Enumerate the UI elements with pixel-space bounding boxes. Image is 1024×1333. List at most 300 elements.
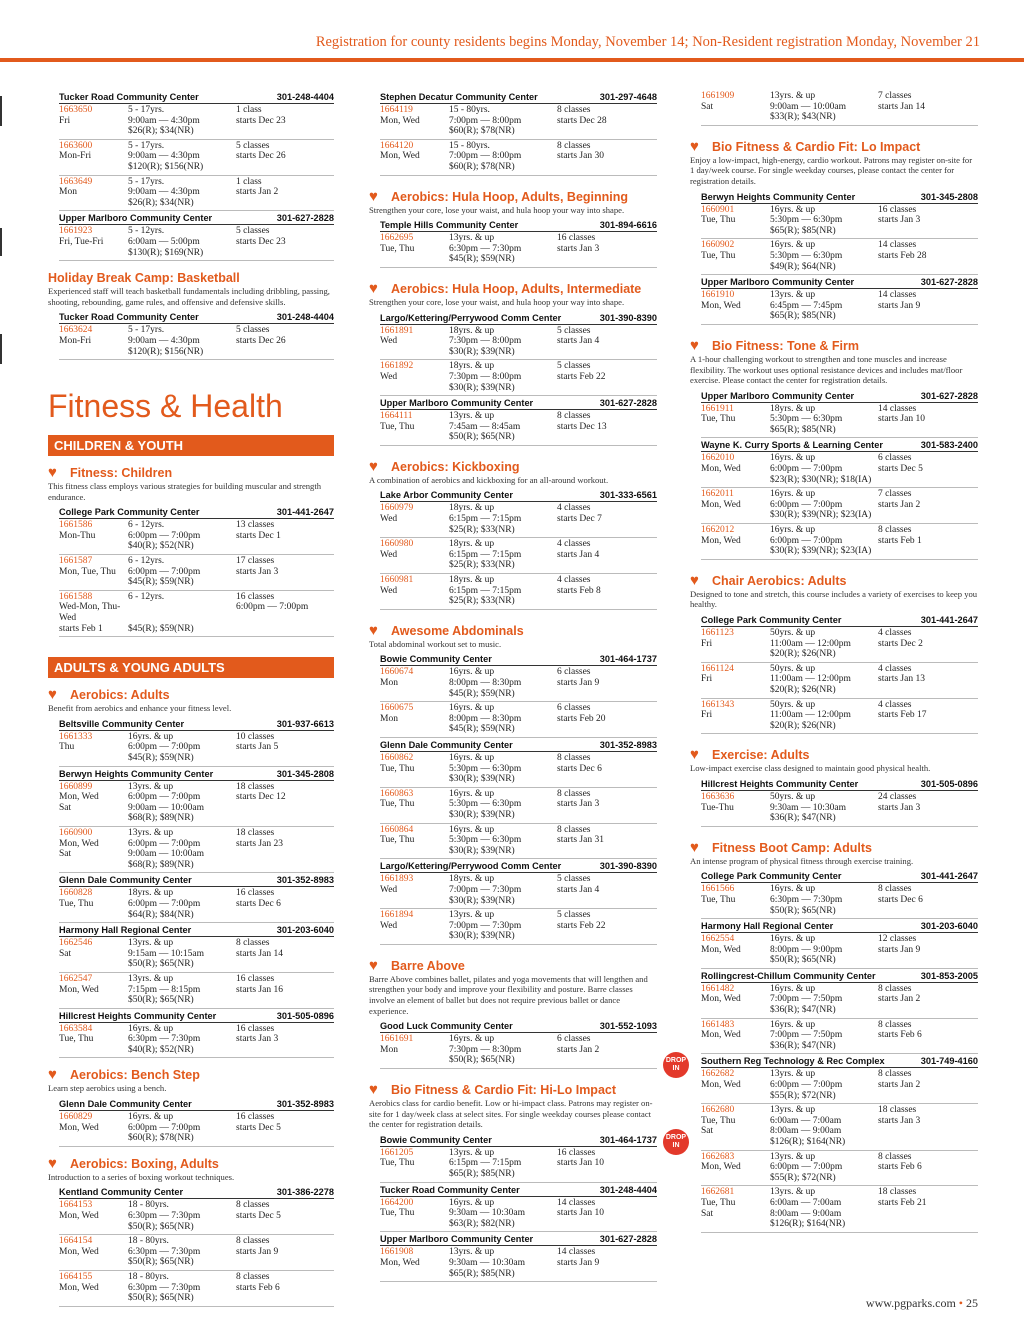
session-fee: $25(R); $33(NR) (449, 560, 515, 571)
venue-header (701, 869, 978, 883)
session-days: Mon, Wed (701, 499, 741, 510)
course-code: 1662010 (701, 453, 735, 464)
session-fee: $30(R); $39(NR) (449, 809, 515, 820)
session-col-count (878, 290, 978, 322)
session-days: Mon, Wed (59, 792, 99, 803)
session-col-code (701, 453, 770, 485)
session-days: Mon, Wed (59, 1246, 99, 1257)
session-fee: $50(R); $65(NR) (128, 995, 194, 1006)
venue-name: Rollingcrest-Chillum Community Center (701, 970, 876, 981)
heart-icon: ♥ (369, 187, 378, 205)
session-classes: 12 classes (878, 934, 917, 945)
session-col-count (236, 888, 334, 920)
venue-phone: 301-345-2808 (276, 768, 334, 779)
session-age: 18yrs. & up (449, 503, 495, 514)
venue-name: Upper Marlboro Community Center (701, 277, 855, 288)
session-days: Thu (59, 742, 75, 753)
session-col-detail (770, 404, 878, 436)
session-days: Mon, Wed (701, 944, 741, 955)
course-code: 1660901 (701, 204, 735, 215)
session-age: 16yrs. & up (770, 489, 816, 500)
session-age: 6 - 12yrs. (128, 556, 165, 567)
session-days: Mon, Wed (701, 300, 741, 311)
session-col-count (557, 1198, 657, 1230)
session-time: 9:00am — 4:30pm (128, 187, 200, 198)
venue-block (369, 859, 657, 945)
session-col-count (557, 874, 657, 906)
heart-icon: ♥ (690, 336, 699, 354)
session-start: starts Jan 2 (878, 499, 921, 510)
course-code: 1664153 (59, 1200, 93, 1211)
session-days: Mon, Tue, Thu (59, 566, 116, 577)
session-age: 13yrs. & up (770, 91, 816, 101)
session-fee: $50(R); $65(NR) (770, 905, 836, 916)
session-col-count (878, 628, 978, 660)
program-description: Designed to tone and stretch, this course includes a variety of exercises to keep you healthy. (690, 588, 978, 610)
session-col-detail (770, 1187, 878, 1229)
session-col-code (59, 1236, 128, 1268)
venue-name: Berwyn Heights Community Center (59, 768, 214, 779)
session-row (59, 225, 334, 261)
session-age: 13yrs. & up (770, 290, 816, 301)
venue-phone: 301-441-2647 (920, 615, 978, 625)
session-row (59, 973, 334, 1009)
session-row (59, 104, 334, 140)
session-days: Mon, Wed (701, 464, 741, 475)
venue-phone: 301-505-0896 (920, 778, 978, 789)
session-classes: 14 classes (878, 290, 917, 301)
session-time: 9:30am — 10:30am (449, 1208, 525, 1219)
section-title: Fitness & Health (48, 388, 283, 425)
session-fee: $45(R); $59(NR) (449, 724, 515, 735)
session-row (59, 1235, 334, 1271)
session-col-code (701, 934, 770, 966)
session-age: 6 - 12yrs. (128, 520, 165, 531)
session-col-count (557, 825, 657, 857)
course-code: 1662681 (701, 1187, 735, 1198)
session-col-detail (449, 753, 557, 785)
session-days: Tue, Thu (701, 414, 736, 425)
session-time: 6:00pm — 7:00pm (128, 1122, 201, 1133)
session-classes: 16 classes (557, 233, 596, 244)
venue-header (59, 717, 334, 731)
venue-header (380, 1133, 657, 1147)
margin-mark (0, 228, 2, 256)
session-age: 5 - 17yrs. (128, 140, 165, 151)
margin-mark (0, 96, 2, 126)
session-time: 6:00am — 5:00pm (128, 236, 200, 247)
session-fee: $65(R); $85(NR) (449, 1169, 515, 1179)
session-col-count (236, 1236, 334, 1268)
heart-icon: ♥ (48, 686, 57, 704)
session-col-count (878, 240, 978, 272)
venue-name: Upper Marlboro Community Center (380, 398, 534, 409)
program-title: ♥ Aerobics: Adults (48, 686, 170, 704)
session-fee: $30(R); $39(NR) (449, 774, 515, 785)
session-days: Tue, Thu (380, 1158, 415, 1169)
session-fee: $60(R); $78(NR) (449, 126, 515, 137)
session-start: starts Feb 21 (878, 1197, 927, 1208)
session-row (701, 1186, 978, 1232)
session-time: 5:30pm — 6:30pm (449, 835, 522, 846)
session-col-code (380, 1247, 449, 1279)
session-col-count (557, 503, 657, 535)
venue-block (690, 1054, 978, 1232)
session-fee: $45(R); $59(NR) (128, 623, 194, 634)
session-fee: $20(R); $26(NR) (770, 649, 836, 660)
session-classes: 18 classes (878, 1105, 917, 1116)
program-title: ♥ Barre Above (369, 956, 465, 974)
session-classes: 8 classes (557, 788, 591, 799)
venue-name: Stephen Decatur Community Center (380, 92, 538, 102)
page-footer (866, 1296, 978, 1311)
session-fee: $50(R); $65(NR) (128, 1257, 194, 1268)
venue-header (380, 488, 657, 502)
session-time: 6:30pm — 7:30pm (128, 1034, 201, 1045)
session-start: starts Jan 30 (557, 151, 604, 162)
session-time: 8:00am — 9:00am (770, 1126, 842, 1137)
session-col-count (236, 520, 334, 552)
session-col-code (380, 753, 449, 785)
session-col-detail (770, 1105, 878, 1147)
program-title: ♥ Aerobics: Bench Step (48, 1066, 200, 1084)
venue-name: Wayne K. Curry Sports & Learning Center (701, 440, 883, 451)
session-col-code (701, 664, 770, 696)
session-col-count (878, 1187, 978, 1229)
session-row (701, 204, 978, 240)
venue-block (369, 396, 657, 446)
session-days: Sat (701, 101, 714, 112)
venue-block (369, 218, 657, 268)
session-start: starts Jan 2 (236, 187, 279, 198)
session-col-code (380, 789, 449, 821)
session-col-count (878, 792, 978, 824)
session-fee: $30(R); $39(NR) (449, 845, 515, 856)
session-time: 7:30pm — 8:00pm (449, 336, 522, 347)
session-time: 8:00am — 9:00am (770, 1208, 842, 1219)
venue-name: College Park Community Center (701, 871, 842, 882)
session-col-detail (128, 556, 236, 588)
course-code: 1661891 (380, 325, 414, 336)
session-col-count (878, 984, 978, 1016)
session-days: Mon, Wed (59, 1122, 99, 1133)
session-fee: $50(R); $65(NR) (449, 432, 515, 443)
session-age: 16yrs. & up (449, 1034, 495, 1045)
session-classes: 4 classes (557, 503, 591, 514)
session-time: 6:15pm — 7:15pm (449, 1158, 522, 1169)
course-code: 1663584 (59, 1023, 93, 1034)
session-days: Mon, Wed (59, 1211, 99, 1222)
session-col-count (236, 325, 334, 357)
session-fee: $50(R); $65(NR) (128, 1293, 194, 1304)
session-age: 16yrs. & up (770, 983, 816, 994)
session-col-detail (449, 703, 557, 735)
venue-header (59, 211, 334, 225)
session-row (380, 502, 657, 538)
session-start: starts Jan 3 (557, 799, 600, 810)
venue-header (701, 969, 978, 983)
session-col-code (59, 556, 128, 588)
program-description: This fitness class employs various strategies for building muscular and strength endurance. (48, 481, 322, 502)
session-start: starts Jan 4 (557, 884, 600, 895)
venue-name: Southern Reg Technology & Rec Complex (701, 1056, 885, 1067)
margin-mark (0, 334, 2, 364)
session-classes: 14 classes (557, 1247, 596, 1258)
session-col-count (878, 453, 978, 485)
course-code: 1662011 (701, 489, 734, 500)
session-start: starts Feb 28 (878, 250, 927, 261)
session-time: 7:30pm — 8:00pm (449, 371, 522, 382)
course-code: 1660675 (380, 703, 414, 714)
session-col-code (380, 874, 449, 906)
session-fee: $45(R); $59(NR) (128, 577, 194, 588)
session-row (701, 933, 978, 969)
session-col-code (59, 732, 128, 764)
session-time: 5:30pm — 6:30pm (770, 250, 843, 261)
session-col-detail (449, 789, 557, 821)
venue-name: Largo/Kettering/Perrywood Comm Center (380, 861, 562, 872)
session-col-detail (128, 1272, 236, 1304)
session-age: 13yrs. & up (128, 938, 174, 949)
session-col-code (380, 105, 449, 137)
session-age: 16yrs. & up (128, 731, 174, 742)
heart-icon: ♥ (369, 956, 378, 974)
session-col-detail (449, 326, 557, 358)
venue-header (59, 873, 334, 887)
session-col-code (380, 825, 449, 857)
session-time: 9:00am — 10:00am (770, 101, 846, 112)
session-days: Tue, Thu (380, 1208, 415, 1219)
program-title: ♥ Aerobics: Boxing, Adults (48, 1154, 219, 1172)
session-age: 18yrs. & up (770, 403, 816, 414)
session-classes: 8 classes (557, 824, 591, 835)
session-days: Tue, Thu (701, 215, 736, 226)
session-days: Wed (380, 884, 398, 895)
session-time: 7:00pm — 7:30pm (449, 884, 522, 895)
session-row (380, 104, 657, 140)
session-col-detail (770, 792, 878, 824)
course-code: 1661586 (59, 520, 93, 531)
session-col-count (878, 404, 978, 436)
session-col-code (59, 520, 128, 552)
session-time: 6:00pm — 7:00pm (128, 838, 201, 849)
session-fee: $50(R); $65(NR) (128, 1221, 194, 1232)
session-classes: 8 classes (557, 752, 591, 763)
session-col-count (557, 575, 657, 607)
venue-block (690, 613, 978, 734)
session-col-detail (770, 290, 878, 322)
course-code: 1661911 (701, 403, 734, 414)
heart-icon: ♥ (369, 279, 378, 297)
session-row (380, 666, 657, 702)
session-fee: $20(R); $26(NR) (770, 720, 836, 731)
session-col-count (878, 1020, 978, 1052)
program-description: A 1-hour challenging workout to strengthen and tone muscles and increase flexibility. The workout uses optional resistance devices and includes mat/floor exercise. Please contact the center for registration details. (690, 353, 963, 386)
session-col-code (380, 539, 449, 571)
venue-phone: 301-894-6616 (599, 220, 657, 231)
venue-name: Largo/Kettering/Perrywood Comm Center (380, 312, 562, 323)
course-code: 1660674 (380, 667, 414, 678)
session-col-count (236, 105, 334, 137)
session-time: 9:30am — 10:30am (770, 802, 846, 813)
session-row (59, 176, 334, 212)
session-fee: $25(R); $33(NR) (449, 596, 515, 607)
session-col-code (380, 1148, 449, 1180)
column-1 (48, 90, 334, 1307)
session-col-count (878, 1152, 978, 1184)
session-age: 50yrs. & up (770, 699, 816, 710)
session-age: 50yrs. & up (770, 628, 816, 638)
session-row (380, 824, 657, 860)
session-row (380, 574, 657, 610)
session-time: 5:30pm — 6:30pm (770, 215, 843, 226)
session-col-code (701, 884, 770, 916)
venue-block (48, 211, 334, 261)
session-col-detail (770, 1020, 878, 1052)
venue-header (380, 859, 657, 873)
venue-block (48, 505, 334, 591)
session-col-detail (449, 874, 557, 906)
session-days: Mon, Wed (701, 994, 741, 1005)
course-code: 1661343 (701, 699, 735, 710)
session-col-code (701, 489, 770, 521)
session-days: Mon (59, 187, 77, 198)
venue-header (380, 1232, 657, 1246)
session-row (701, 524, 978, 560)
session-age: 13yrs. & up (449, 1247, 495, 1258)
session-col-code (701, 984, 770, 1016)
session-row (59, 887, 334, 923)
session-time: 7:00pm — 8:00pm (449, 115, 522, 126)
session-time: 8:00pm — 8:30pm (449, 678, 522, 688)
session-col-count (878, 664, 978, 696)
session-classes: 5 classes (557, 325, 591, 336)
session-row (701, 1068, 978, 1104)
heart-icon: ♥ (369, 621, 378, 639)
session-col-code (59, 1112, 128, 1144)
session-classes: 14 classes (878, 403, 917, 414)
venue-phone: 301-464-1737 (599, 1134, 657, 1145)
venue-header (380, 1019, 657, 1033)
venue-phone: 301-248-4404 (276, 312, 334, 323)
venue-block (369, 1232, 657, 1282)
session-time: 6:00pm — 7:00pm (770, 1080, 843, 1091)
program-description: Strengthen your core, lose your waist, and hula hoop your way into shape. (369, 296, 625, 307)
session-row (59, 1111, 334, 1147)
session-time: 11:00am — 12:00pm (770, 674, 851, 685)
column-3 (690, 90, 978, 1233)
session-days: Fri, Tue-Fri (59, 236, 104, 247)
session-row (380, 538, 657, 574)
program-description: Aerobics class for cardio benefit. Low or hi-impact class. Patrons may register on-site for 1 day/week class at select sites. For single weekday courses please contact the center for registration details. (369, 1098, 653, 1130)
venue-block (690, 777, 978, 827)
session-fee: $45(R); $59(NR) (449, 688, 515, 699)
session-col-code (59, 1200, 128, 1232)
venue-phone: 301-297-4648 (599, 92, 657, 102)
venue-block (48, 310, 334, 360)
course-code: 1663650 (59, 105, 93, 115)
session-classes: 8 classes (557, 105, 591, 115)
session-col-count (878, 934, 978, 966)
venue-header (701, 777, 978, 791)
session-age: 16yrs. & up (770, 453, 816, 464)
session-col-code (380, 575, 449, 607)
session-start: starts Jan 5 (236, 742, 279, 753)
session-age: 13yrs. & up (449, 411, 495, 422)
session-classes: 16 classes (236, 591, 275, 602)
session-classes: 8 classes (236, 1200, 270, 1211)
session-days: Tue, Thu (380, 799, 415, 810)
session-col-code (59, 782, 128, 824)
venue-name: Hillcrest Heights Community Center (701, 778, 859, 789)
session-days: Sat (59, 802, 72, 813)
session-days: Wed (380, 371, 398, 382)
session-row (59, 1023, 334, 1059)
session-time: 8:00pm — 9:00pm (770, 944, 843, 955)
session-classes: 8 classes (878, 884, 912, 895)
session-col-detail (449, 910, 557, 942)
session-time: 6:00am — 7:00am (770, 1197, 842, 1208)
session-col-detail (128, 732, 236, 764)
program-description: Benefit from aerobics and enhance your fitness level. (48, 703, 232, 714)
session-col-code (380, 411, 449, 443)
session-col-count (236, 1200, 334, 1232)
session-col-detail (128, 1024, 236, 1056)
heart-icon: ♥ (690, 746, 699, 764)
session-classes: 8 classes (236, 1236, 270, 1247)
session-start: starts Feb 1 (878, 535, 922, 546)
session-row (380, 140, 657, 176)
venue-header (59, 1009, 334, 1023)
session-classes: 6 classes (557, 667, 591, 678)
session-days: Mon, Wed (701, 1030, 741, 1041)
session-classes: 6 classes (878, 453, 912, 464)
course-code: 1662682 (701, 1069, 735, 1080)
session-row (380, 410, 657, 446)
session-start: starts Dec 23 (236, 115, 286, 126)
session-col-count (236, 1272, 334, 1304)
venue-block (369, 90, 657, 176)
session-fee: $55(R); $72(NR) (770, 1090, 836, 1101)
course-code: 1660980 (380, 539, 414, 550)
session-classes: 8 classes (878, 525, 912, 536)
session-col-code (701, 91, 770, 123)
session-col-count (236, 226, 334, 258)
category-bar: ADULTS & YOUNG ADULTS (48, 657, 334, 678)
venue-block (369, 488, 657, 609)
session-days: Mon, Wed (701, 535, 741, 546)
session-start: starts Jan 9 (236, 1246, 279, 1257)
heart-icon: ♥ (48, 1066, 57, 1084)
session-age: 16yrs. & up (449, 667, 495, 678)
session-classes: 10 classes (236, 731, 275, 742)
session-row (701, 1019, 978, 1055)
session-col-detail (449, 825, 557, 857)
session-fee: $30(R); $39(NR); $23(IA) (770, 546, 872, 557)
session-time: 6:00pm — 7:00pm (770, 1162, 843, 1173)
session-col-code (380, 1034, 449, 1066)
session-age: 5 - 17yrs. (128, 105, 165, 115)
course-code: 1660828 (59, 888, 93, 899)
session-classes: 13 classes (236, 520, 275, 531)
session-col-count (557, 1247, 657, 1279)
session-start: starts Jan 2 (878, 1080, 921, 1091)
session-time: 6:00pm — 7:00pm (128, 566, 201, 577)
venue-phone: 301-248-4404 (599, 1184, 657, 1195)
session-days: Tue, Thu (701, 1115, 736, 1126)
heart-icon: ♥ (48, 464, 57, 482)
program-title: ♥ Aerobics: Hula Hoop, Adults, Beginning (369, 187, 629, 205)
